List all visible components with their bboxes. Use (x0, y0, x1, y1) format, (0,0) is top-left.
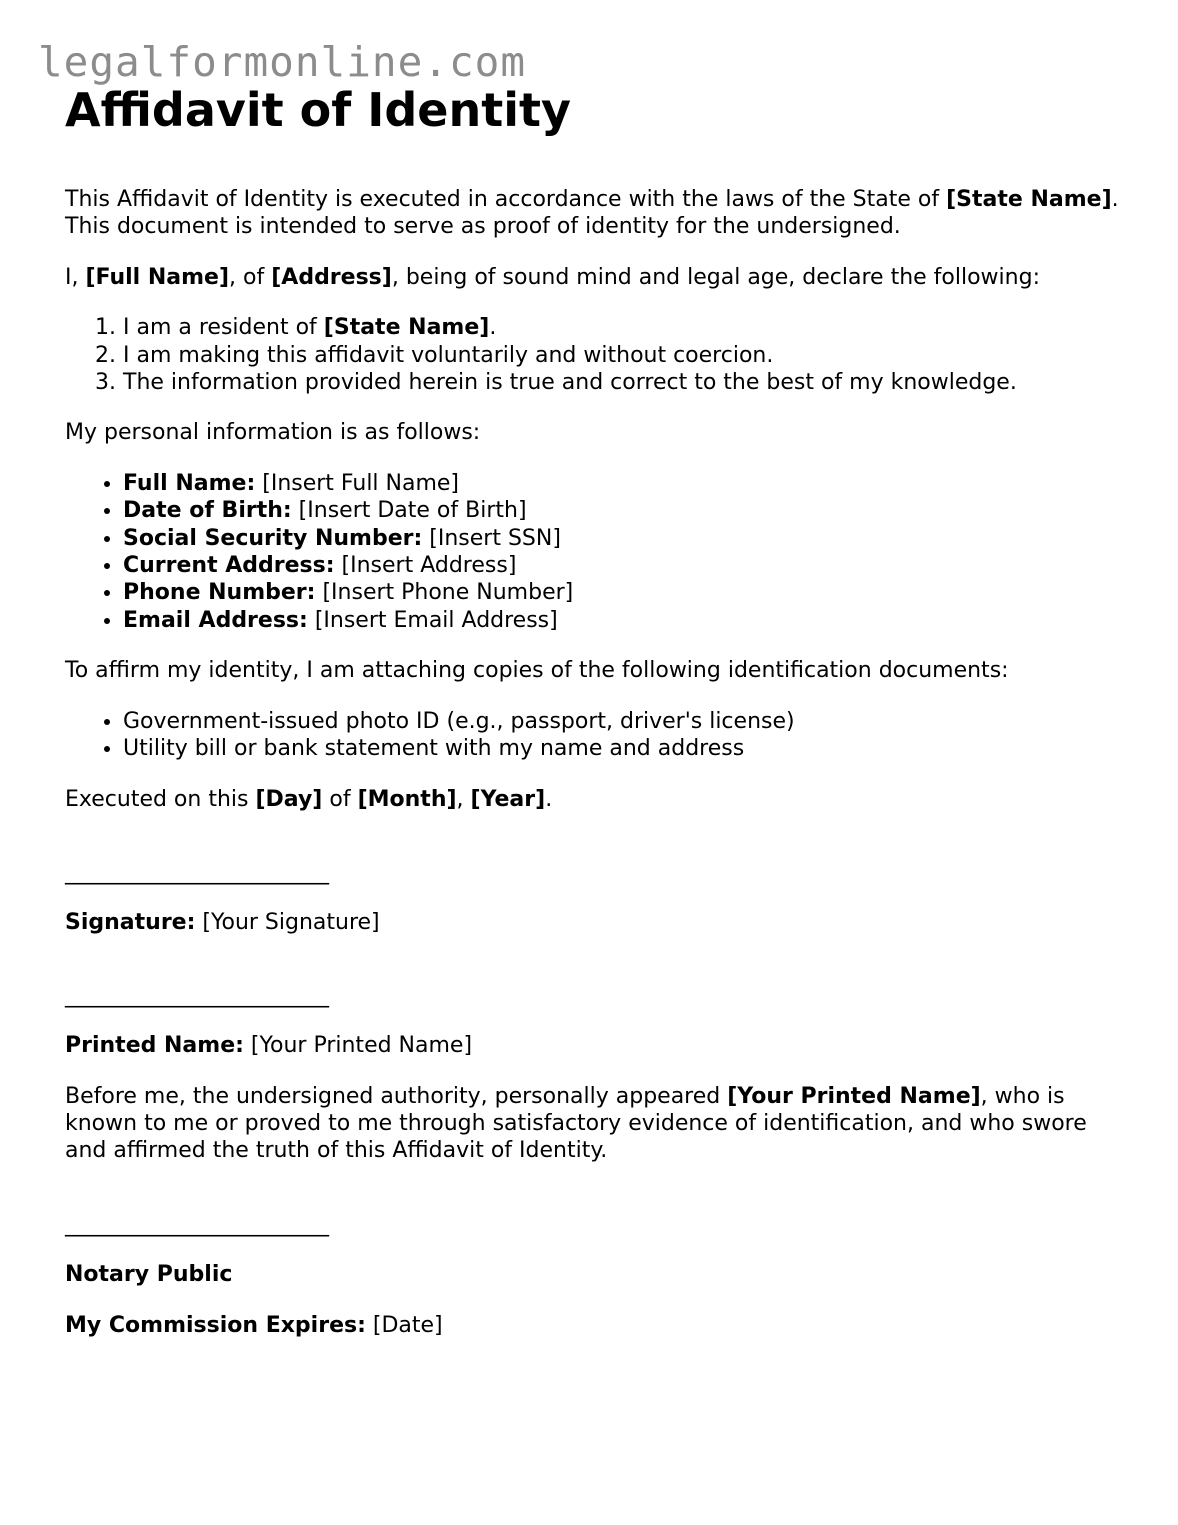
notary-signature-line: ________________________ (65, 1211, 329, 1237)
executed-date-paragraph (65, 786, 1125, 813)
field-value: [Insert Date of Birth] (291, 498, 527, 524)
field-value: [Insert Address] (334, 553, 517, 579)
notary-statement (65, 1083, 1125, 1165)
notary-text-2: , who is known to me or proved to me through satisfactory evidence of identification, and who swore and affirmed the truth of this Affidavit of Identity. (65, 1083, 1087, 1164)
watermark: legalformonline.com (38, 38, 526, 86)
field-label: Current Address: (123, 553, 335, 579)
printed-name-label: Printed Name: (65, 1033, 244, 1059)
intro-text-1: This Affidavit of Identity is executed in accordance with the laws of the State of (65, 187, 947, 212)
notary-printed-name-placeholder: [Your Printed Name] (727, 1083, 981, 1109)
list-item: • Government-issued photo ID (e.g., passport, driver's license) (123, 708, 1125, 735)
statements-list (65, 314, 1125, 396)
month-placeholder: [Month] (357, 786, 457, 812)
intro-paragraph (65, 186, 1125, 241)
executed-text-2: of (322, 786, 358, 812)
notary-text-1: Before me, the undersigned authority, personally appeared (65, 1083, 728, 1109)
field-value: [Insert Email Address] (307, 607, 558, 633)
declaration-text-3: , being of sound mind and legal age, declare the following: (391, 264, 1040, 290)
declaration-address-placeholder: [Address] (271, 264, 392, 290)
field-label: Date of Birth: (123, 498, 292, 524)
documents-list (65, 708, 1125, 763)
list-item (123, 579, 1125, 606)
signature-field (65, 909, 1125, 936)
day-placeholder: [Day] (255, 786, 323, 812)
declaration-paragraph (65, 264, 1125, 291)
commission-value: [Date] (365, 1312, 443, 1338)
signature-label: Signature: (65, 910, 196, 936)
commission-label: My Commission Expires: (65, 1312, 366, 1338)
printed-name-line: ________________________ (65, 982, 329, 1008)
personal-info-intro: My personal information is as follows: (65, 420, 481, 446)
field-value: [Insert Phone Number] (315, 580, 574, 606)
declaration-name-placeholder: [Full Name] (85, 264, 230, 290)
declaration-text-1: I, (65, 264, 86, 290)
field-label: Phone Number: (123, 580, 316, 606)
statement-state-placeholder: [State Name] (323, 315, 490, 341)
documents-intro: To affirm my identity, I am attaching copies of the following identification documents: (65, 658, 1009, 684)
notary-public-text: Notary Public (65, 1262, 233, 1288)
field-label: Social Security Number: (123, 525, 423, 551)
statement-text: . (489, 315, 497, 341)
list-item (123, 497, 1125, 524)
commission-expires-field (65, 1312, 1125, 1339)
declaration-text-2: , of (229, 264, 272, 290)
statement-item: 2. I am making this affidavit voluntarily and without coercion. (123, 342, 1125, 369)
statement-item (123, 314, 1125, 341)
statement-text: I am a resident of (123, 315, 324, 341)
signature-line: ________________________ (65, 859, 329, 885)
document-title: Affidavit of Identity (65, 83, 571, 137)
printed-name-value: [Your Printed Name] (243, 1033, 473, 1059)
executed-text-1: Executed on this (65, 786, 256, 812)
statement-item: 3. The information provided herein is true and correct to the best of my knowledge. (123, 369, 1125, 396)
field-value: [Insert Full Name] (255, 470, 460, 496)
document-body (65, 80, 1125, 1362)
list-item: • Utility bill or bank statement with my name and address (123, 735, 1125, 762)
printed-name-field (65, 1032, 1125, 1059)
personal-info-list (65, 470, 1125, 634)
list-item (123, 525, 1125, 552)
year-placeholder: [Year] (470, 786, 546, 812)
signature-value: [Your Signature] (195, 910, 380, 936)
field-label: Email Address: (123, 607, 308, 633)
list-item (123, 607, 1125, 634)
list-item (123, 470, 1125, 497)
executed-text-3: , (456, 786, 471, 812)
intro-state-placeholder: [State Name] (946, 187, 1112, 212)
field-value: [Insert SSN] (422, 525, 561, 551)
executed-text-4: . (545, 786, 553, 812)
list-item (123, 552, 1125, 579)
intro-text-2: . This document is intended to serve as proof of identity for the undersigned. (65, 187, 1119, 240)
field-label: Full Name: (123, 470, 256, 496)
notary-public-label (65, 1261, 1125, 1288)
